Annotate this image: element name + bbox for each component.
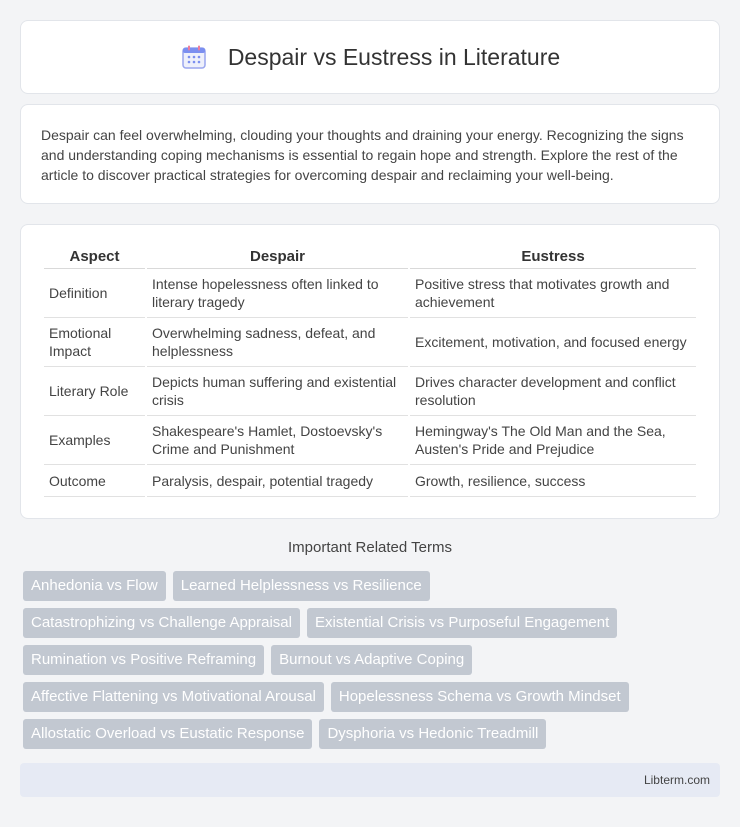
table-cell-despair: Depicts human suffering and existential crisis bbox=[147, 367, 408, 416]
terms-row bbox=[23, 719, 723, 749]
table-cell-eustress: Excitement, motivation, and focused energy bbox=[410, 318, 696, 367]
table-row bbox=[44, 318, 696, 367]
title-wrap bbox=[180, 43, 560, 71]
terms-row bbox=[23, 682, 723, 712]
calendar-grid-icon bbox=[180, 43, 208, 71]
table-cell-aspect: Outcome bbox=[44, 465, 145, 497]
footer-bar bbox=[20, 763, 720, 797]
table-row bbox=[44, 416, 696, 465]
table-cell-aspect: Definition bbox=[44, 269, 145, 318]
table-cell-eustress: Growth, resilience, success bbox=[410, 465, 696, 497]
terms-row bbox=[23, 608, 723, 638]
page-title: Despair vs Eustress in Literature bbox=[227, 43, 561, 70]
related-terms-heading: Important Related Terms bbox=[288, 539, 452, 556]
table-cell-aspect: Emotional Impact bbox=[44, 318, 145, 367]
intro-text: Despair can feel overwhelming, clouding your thoughts and draining your energy. Recognizing the signs and understanding coping mechanisms is essential to regain hope and strength. Explore the rest of the article to discover practical strategies for overcoming despair and reclaiming your well-being. bbox=[41, 127, 684, 183]
table-cell-despair: Intense hopelessness often linked to literary tragedy bbox=[147, 269, 408, 318]
table-row bbox=[44, 269, 696, 318]
header-card bbox=[20, 20, 720, 94]
table-cell-despair: Shakespeare's Hamlet, Dostoevsky's Crime and Punishment bbox=[147, 416, 408, 465]
related-term-link[interactable]: Hopelessness Schema vs Growth Mindset bbox=[331, 682, 629, 712]
related-term-link[interactable]: Dysphoria vs Hedonic Treadmill bbox=[319, 719, 546, 749]
comparison-table bbox=[42, 247, 698, 497]
table-cell-despair: Paralysis, despair, potential tragedy bbox=[147, 465, 408, 497]
terms-row bbox=[23, 645, 723, 675]
footer-brand-link[interactable]: Libterm.com bbox=[643, 773, 710, 787]
table-row bbox=[44, 367, 696, 416]
related-term-link[interactable]: Rumination vs Positive Reframing bbox=[23, 645, 264, 675]
table-cell-eustress: Hemingway's The Old Man and the Sea, Austen's Pride and Prejudice bbox=[410, 416, 696, 465]
intro-card bbox=[20, 104, 720, 204]
table-header-row bbox=[44, 247, 696, 269]
table-cell-eustress: Positive stress that motivates growth and achievement bbox=[410, 269, 696, 318]
header-despair: Despair bbox=[147, 247, 408, 269]
related-term-link[interactable]: Affective Flattening vs Motivational Arousal bbox=[23, 682, 324, 712]
table-row bbox=[44, 465, 696, 497]
related-term-link[interactable]: Catastrophizing vs Challenge Appraisal bbox=[23, 608, 300, 638]
table-cell-eustress: Drives character development and conflict resolution bbox=[410, 367, 696, 416]
comparison-table-card bbox=[20, 224, 720, 519]
related-term-link[interactable]: Allostatic Overload vs Eustatic Response bbox=[23, 719, 312, 749]
header-aspect: Aspect bbox=[44, 247, 145, 269]
table-cell-aspect: Examples bbox=[44, 416, 145, 465]
table-cell-despair: Overwhelming sadness, defeat, and helplessness bbox=[147, 318, 408, 367]
table-cell-aspect: Literary Role bbox=[44, 367, 145, 416]
header-eustress: Eustress bbox=[410, 247, 696, 269]
related-term-link[interactable]: Burnout vs Adaptive Coping bbox=[271, 645, 472, 675]
related-term-link[interactable]: Anhedonia vs Flow bbox=[23, 571, 166, 601]
terms-row bbox=[23, 571, 723, 601]
related-term-link[interactable]: Learned Helplessness vs Resilience bbox=[173, 571, 430, 601]
related-terms-list bbox=[23, 571, 723, 756]
related-term-link[interactable]: Existential Crisis vs Purposeful Engagement bbox=[307, 608, 617, 638]
